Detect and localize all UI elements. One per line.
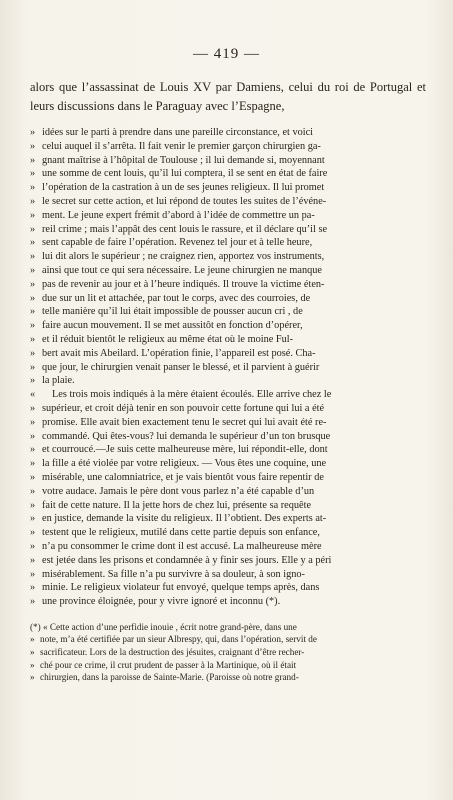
footnote-line: (*) « Cette action d’une perfidie inouie , écrit notre grand-père, dans une	[30, 621, 297, 632]
quote-line: » ment. Le jeune expert frémit d’abord à l’idée de commettre un pa-	[30, 209, 426, 223]
quote-line: » pas de revenir au jour et à l’heure indiqués. Il trouve la victime éten-	[30, 278, 426, 292]
footnote	[30, 621, 426, 684]
quoted-passage	[30, 126, 426, 609]
quote-line: » n’a pu consommer le crime dont il est accusé. La malheureuse mère	[30, 540, 426, 554]
quote-line: » la plaie.	[30, 374, 426, 388]
quote-line: » en justice, demande la visite du religieux. Il l’obtient. Des experts at-	[30, 512, 426, 526]
quote-line: » sent capable de faire l’opération. Revenez tel jour et à telle heure,	[30, 236, 426, 250]
quote-line: » une province éloignée, pour y vivre ignoré et inconnu (*).	[30, 595, 426, 609]
quote-line: » lui dit alors le supérieur ; ne craignez rien, apportez vos instruments,	[30, 250, 426, 264]
quote-line: » commandé. Qui êtes-vous? lui demanda le supérieur d’un ton brusque	[30, 430, 426, 444]
page-content	[30, 78, 426, 684]
quote-line: » et courroucé.—Je suis cette malheureuse mère, lui répondit-elle, dont	[30, 443, 426, 457]
quote-line: » misérablement. Sa fille n’a pu survivre à sa douleur, à son igno-	[30, 568, 426, 582]
quote-line: » misérable, une calomniatrice, et je vais bientôt vous faire repentir de	[30, 471, 426, 485]
quote-line: » ainsi que tout ce qui sera nécessaire. Le jeune chirurgien ne manque	[30, 264, 426, 278]
quote-line: » que jour, le chirurgien venait panser le blessé, et il parvient à guérir	[30, 361, 426, 375]
quote-line: » promise. Elle avait bien exactement tenu le secret qui lui avait été re-	[30, 416, 426, 430]
quote-line: » la fille a été violée par votre religieux. — Vous êtes une coquine, une	[30, 457, 426, 471]
quote-line: » supérieur, et croit déjà tenir en son pouvoir cette fortune qui lui a été	[30, 402, 426, 416]
footnote-line: » chirurgien, dans la paroisse de Sainte-Marie. (Paroisse où notre grand-	[30, 671, 426, 684]
quote-line: » telle manière qu’il lui était impossible de pousser aucun cri , de	[30, 305, 426, 319]
quote-line: » reil crime ; mais l’appât des cent louis le rassure, et il déclare qu’il se	[30, 223, 426, 237]
quote-line: » celui auquel il s’arrêta. Il fait venir le premier garçon chirurgien ga-	[30, 140, 426, 154]
quote-line: » votre audace. Jamais le père dont vous parlez n’a été capable d’un	[30, 485, 426, 499]
quote-line: » une somme de cent louis, qu’il lui comptera, il se sent en état de faire	[30, 167, 426, 181]
quote-line: « Les trois mois indiqués à la mère étaient écoulés. Elle arrive chez le	[30, 388, 426, 402]
quote-line: » gnant maîtrise à l’hôpital de Toulouse ; il lui demande si, moyennant	[30, 154, 426, 168]
page-number: — 419 —	[193, 46, 260, 62]
intro-paragraph: alors que l’assassinat de Louis XV par Damiens, celui du roi de Portugal et leurs discussions dans le Paraguay avec l’Espagne,	[30, 80, 426, 113]
footnote-line: » sacrificateur. Lors de la destruction des jésuites, craignant d’être recher-	[30, 646, 426, 659]
quote-line: » idées sur le parti à prendre dans une pareille circonstance, et voici	[30, 126, 426, 140]
quote-line: » le secret sur cette action, et lui répond de toutes les suites de l’événe-	[30, 195, 426, 209]
footnote-line: » ché pour ce crime, il crut prudent de passer à la Martinique, où il était	[30, 659, 426, 672]
quote-line: » fait de cette nature. Il la jette hors de chez lui, présente sa requête	[30, 499, 426, 513]
quote-line: » et il réduit bientôt le religieux au même état où le moine Ful-	[30, 333, 426, 347]
quote-line: » minie. Le religieux violateur fut envoyé, quelque temps après, dans	[30, 581, 426, 595]
quote-line: » due sur un lit et attachée, par tout le corps, avec des courroies, de	[30, 292, 426, 306]
quote-line: » testent que le religieux, mutilé dans cette partie depuis son enfance,	[30, 526, 426, 540]
footnote-line: » note, m’a été certifiée par un sieur Albrespy, qui, dans l’opération, servit de	[30, 633, 426, 646]
quote-line: » bert avait mis Abeilard. L’opération finie, l’appareil est posé. Cha-	[30, 347, 426, 361]
quote-line: » faire aucun mouvement. Il se met aussitôt en fonction d’opérer,	[30, 319, 426, 333]
quote-line: » est jetée dans les prisons et condamnée à y finir ses jours. Elle y a péri	[30, 554, 426, 568]
quote-line: » l’opération de la castration à un de ses jeunes religieux. Il lui promet	[30, 181, 426, 195]
